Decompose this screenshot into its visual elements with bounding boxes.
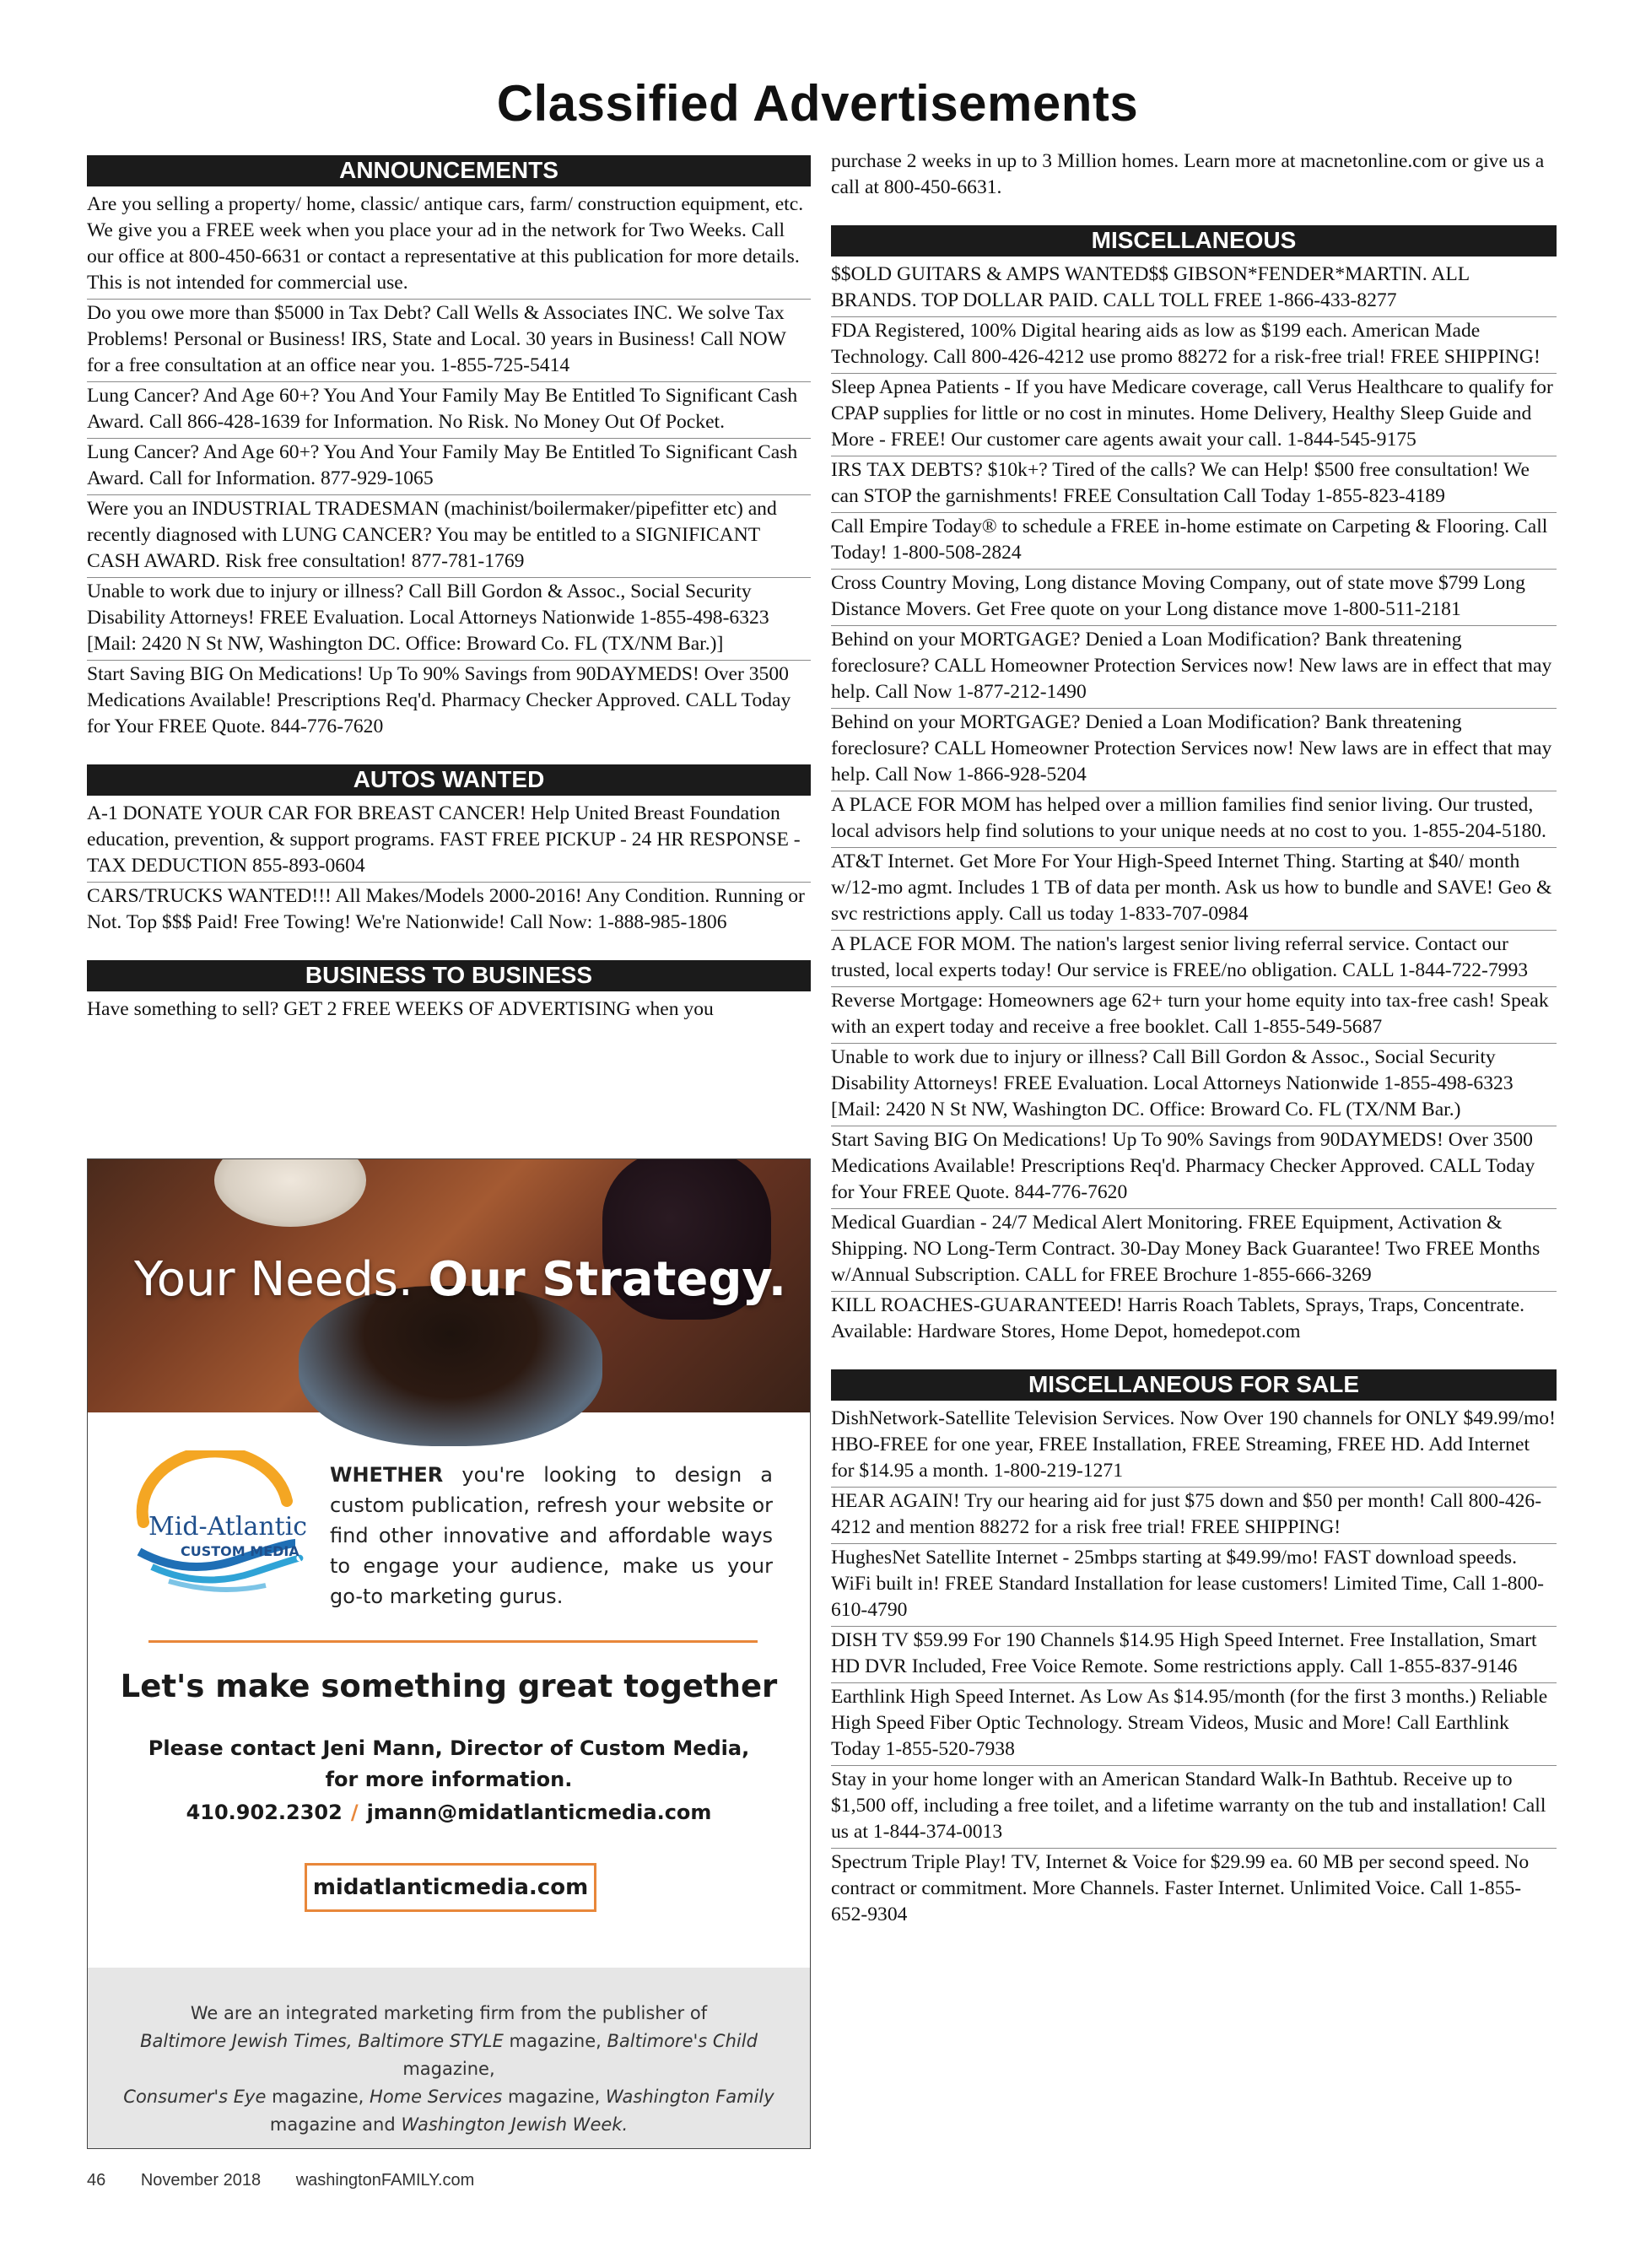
- promo-contact: [88, 1733, 810, 1796]
- footer-text: magazine and: [269, 2114, 402, 2135]
- classified-ad: Start Saving BIG On Medications! Up To 90% Savings from 90DAYMEDS! Over 3500 Medications Available! Prescriptions Req'd. Pharmacy Checker Approved. CALL Today for Your FREE Quote. 844-776-7620: [87, 663, 791, 737]
- classified-ad: Are you selling a property/ home, classic/ antique cars, farm/ construction equipment, etc. We give you a FREE week when you place your ad in the network for Two Weeks. Call our office at 800-450-6631 or contact a representative at this publication for more details. This is not intended for commercial use.: [87, 191, 811, 300]
- promo-footer-text: [105, 2000, 793, 2139]
- footer-text: magazine,: [402, 2059, 495, 2079]
- classified-ad: CARS/TRUCKS WANTED!!! All Makes/Models 2000-2016! Any Condition. Running or Not. Top $$$ Paid! Free Towing! We're Nationwide! Call Now: 1-888-985-1806: [87, 885, 805, 933]
- classified-ad: Lung Cancer? And Age 60+? You And Your Family May Be Entitled To Significant Cash Award. Call for Information. 877-929-1065: [87, 439, 811, 495]
- publication-name: Washington Jewish Week.: [401, 2114, 629, 2135]
- promo-body-lead: WHETHER: [330, 1463, 444, 1487]
- classified-ad: A PLACE FOR MOM. The nation's largest senior living referral service. Contact our trusted, local experts today! Our service is FREE/no obligation. CALL 1-844-722-7993: [831, 931, 1557, 987]
- publication-name: Baltimore Jewish Times,: [140, 2031, 353, 2051]
- classified-ad: $$OLD GUITARS & AMPS WANTED$$ GIBSON*FENDER*MARTIN. ALL BRANDS. TOP DOLLAR PAID. CALL TOLL FREE 1-866-433-8277: [831, 261, 1557, 317]
- promo-body: [330, 1460, 773, 1612]
- classified-ad: A PLACE FOR MOM has helped over a million families find senior living. Our trusted, local advisors help find solutions to your unique needs at no cost to you. 1-855-204-5180.: [831, 791, 1557, 848]
- headline-light: Your Needs.: [134, 1252, 413, 1307]
- right-column: [831, 148, 1557, 1930]
- classified-ad: IRS TAX DEBTS? $10k+? Tired of the calls? We can Help! $500 free consultation! We can STOP the garnishments! FREE Consultation Call Today 1-855-823-4189: [831, 456, 1557, 513]
- coffee-cup-graphic: [299, 1286, 602, 1446]
- footer-text: magazine,: [266, 2087, 370, 2107]
- contact-line: Please contact Jeni Mann, Director of Custom Media,: [148, 1736, 750, 1760]
- classified-ad: DishNetwork-Satellite Television Services. Now Over 190 channels for ONLY $49.99/mo! HBO-FREE for one year, FREE Installation, FREE Streaming, FREE HD. Add Internet for $14.95 a month. 1-800-219-1271: [831, 1405, 1557, 1488]
- phone-number[interactable]: 410.902.2302: [186, 1801, 343, 1824]
- promo-advertisement: [87, 1158, 811, 2149]
- publication-name: Baltimore's Child: [607, 2031, 758, 2051]
- classified-ad: KILL ROACHES-GUARANTEED! Harris Roach Tablets, Sprays, Traps, Concentrate. Available: Hardware Stores, Home Depot, homedepot.com: [831, 1294, 1525, 1342]
- promo-tagline: Let's make something great together: [120, 1668, 778, 1704]
- classified-ad: Unable to work due to injury or illness? Call Bill Gordon & Assoc., Social Security Disability Attorneys! FREE Evaluation. Local Attorneys Nationwide 1-855-498-6323 [Mail: 2420 N St NW, Washington DC. Office: Broward Co. FL (TX/NM Bar.)]: [87, 578, 811, 661]
- classified-ad: A-1 DONATE YOUR CAR FOR BREAST CANCER! Help United Breast Foundation education, prevention, & support programs. FAST FREE PICKUP - 24 HR RESPONSE - TAX DEDUCTION 855-893-0604: [87, 800, 811, 883]
- page-title: Classified Advertisements: [496, 75, 1139, 132]
- section-header-announcements: ANNOUNCEMENTS: [87, 155, 811, 186]
- publication-name: Washington Family: [605, 2087, 774, 2107]
- promo-phone-email: [88, 1801, 810, 1824]
- publication-name: Consumer's Eye: [123, 2087, 267, 2107]
- classified-ad: Cross Country Moving, Long distance Moving Company, out of state move $799 Long Distance Movers. Get Free quote on your Long distance move 1-800-511-2181: [831, 570, 1557, 626]
- classified-ad: Spectrum Triple Play! TV, Internet & Voice for $29.99 ea. 60 MB per second speed. No contract or commitment. More Channels. Faster Internet. Unlimited Voice. Call 1-855-652-9304: [831, 1851, 1530, 1925]
- classified-ad: Lung Cancer? And Age 60+? You And Your Family May Be Entitled To Significant Cash Award. Call 866-428-1639 for Information. No Risk. No Money Out Of Pocket.: [87, 382, 811, 439]
- classified-ad: HEAR AGAIN! Try our hearing aid for just $75 down and $50 per month! Call 800-426-4212 and mention 88272 for a risk free trial! FREE SHIPPING!: [831, 1488, 1557, 1544]
- footer-text: magazine,: [502, 2087, 606, 2107]
- promo-body-text: you're looking to design a custom publication, refresh your website or find other innovative and affordable ways to engage your audience, make us your go-to marketing gurus.: [330, 1463, 773, 1608]
- classified-ad-b2b-continued: purchase 2 weeks in up to 3 Million homes. Learn more at macnetonline.com or give us a call at 800-450-6631.: [831, 150, 1545, 198]
- footer-line: [105, 2111, 793, 2139]
- section-header-business-to-business: BUSINESS TO BUSINESS: [87, 960, 811, 991]
- promo-footer: [88, 1968, 810, 2148]
- classified-ad: HughesNet Satellite Internet - 25mbps starting at $49.99/mo! FAST download speeds. WiFi built in! FREE Standard Installation for lease customers! Limited Time, Call 1-800-610-4790: [831, 1544, 1557, 1627]
- section-header-misc-for-sale: MISCELLANEOUS FOR SALE: [831, 1369, 1557, 1401]
- classified-ad: DISH TV $59.99 For 190 Channels $14.95 High Speed Internet. Free Installation, Smart HD DVR Included, Free Voice Remote. Some restrictions apply. Call 1-855-837-9146: [831, 1627, 1557, 1683]
- classified-ad: Medical Guardian - 24/7 Medical Alert Monitoring. FREE Equipment, Activation & Shipping. NO Long-Term Contract. 30-Day Money Back Guarantee! Two FREE Months w/Annual Subscription. CALL for FREE Brochure 1-855-666-3269: [831, 1209, 1557, 1292]
- website-link[interactable]: midatlanticmedia.com: [305, 1863, 596, 1912]
- classified-ad: FDA Registered, 100% Digital hearing aids as low as $199 each. American Made Technology. Call 800-426-4212 use promo 88272 for a risk-free trial! FREE SHIPPING!: [831, 317, 1557, 374]
- footer-line: [105, 2083, 793, 2111]
- coffee-photo: [88, 1159, 810, 1412]
- classified-ad: Were you an INDUSTRIAL TRADESMAN (machinist/boilermaker/pipefitter etc) and recently diagnosed with LUNG CANCER? You may be entitled to a SIGNIFICANT CASH AWARD. Risk free consultation! 877-781-1769: [87, 495, 811, 578]
- classified-ad: Behind on your MORTGAGE? Denied a Loan Modification? Bank threatening foreclosure? CALL Homeowner Protection Services now! New laws are in effect that may help. Call Now 1-877-212-1490: [831, 626, 1557, 709]
- issue-date: November 2018: [140, 2171, 262, 2190]
- divider: [148, 1640, 758, 1643]
- footer-intro: We are an integrated marketing firm from the publisher of: [190, 2003, 708, 2023]
- logo-subtitle: CUSTOM MEDIA: [181, 1543, 299, 1559]
- email-link[interactable]: jmann@midatlanticmedia.com: [366, 1801, 712, 1824]
- section-header-autos-wanted: AUTOS WANTED: [87, 764, 811, 796]
- headline-bold: Our Strategy.: [428, 1252, 787, 1307]
- footer-line: [105, 2028, 793, 2083]
- classified-ad: Behind on your MORTGAGE? Denied a Loan Modification? Bank threatening foreclosure? CALL Homeowner Protection Services now! New laws are in effect that may help. Call Now 1-866-928-5204: [831, 709, 1557, 791]
- classified-ad: Do you owe more than $5000 in Tax Debt? Call Wells & Associates INC. We solve Tax Problems! Personal or Business! IRS, State and Local. 30 years in Business! Call NOW for a free consultation at an office near you. 1-855-725-5414: [87, 300, 811, 382]
- separator: /: [350, 1801, 359, 1824]
- classified-ad: Reverse Mortgage: Homeowners age 62+ turn your home equity into tax-free cash! Speak with an expert today and receive a free booklet. Call 1-855-549-5687: [831, 987, 1557, 1044]
- publication-name: Home Services: [370, 2087, 503, 2107]
- promo-headline: [134, 1252, 786, 1307]
- classified-ad-b2b-start: Have something to sell? GET 2 FREE WEEKS OF ADVERTISING when you: [87, 998, 714, 1020]
- classified-ad: Sleep Apnea Patients - If you have Medicare coverage, call Verus Healthcare to qualify for CPAP supplies for little or no cost in minutes. Home Delivery, Healthy Sleep Guide and More - FREE! Our customer care agents await your call. 1-844-545-9175: [831, 374, 1557, 456]
- publication-name: Baltimore STYLE: [358, 2031, 504, 2051]
- footer-text: magazine,: [503, 2031, 607, 2051]
- page-footer: [87, 2171, 505, 2190]
- logo-wordmark: Mid-Atlantic: [148, 1512, 308, 1542]
- classified-ad: Earthlink High Speed Internet. As Low As $14.95/month (for the first 3 months.) Reliable High Speed Fiber Optic Technology. Stream Videos, Music and More! Call Earthlink Today 1-855-520-7938: [831, 1683, 1557, 1766]
- plate-graphic: [214, 1158, 366, 1227]
- classified-ad: Call Empire Today® to schedule a FREE in-home estimate on Carpeting & Flooring. Call Today! 1-800-508-2824: [831, 513, 1557, 570]
- classified-ad: AT&T Internet. Get More For Your High-Speed Internet Thing. Starting at $40/ month w/12-mo agmt. Includes 1 TB of data per month. Ask us how to bundle and SAVE! Geo & svc restrictions apply. Call us today 1-833-707-0984: [831, 848, 1557, 931]
- classified-ad: Stay in your home longer with an American Standard Walk-In Bathtub. Receive up to $1,500 off, including a free toilet, and a lifetime warranty on the tub and installation! Call us at 1-844-374-0013: [831, 1766, 1557, 1849]
- page-number: 46: [87, 2171, 106, 2190]
- classified-ad: Start Saving BIG On Medications! Up To 90% Savings from 90DAYMEDS! Over 3500 Medications Available! Prescriptions Req'd. Pharmacy Checker Approved. CALL Today for Your FREE Quote. 844-776-7620: [831, 1126, 1557, 1209]
- section-header-miscellaneous: MISCELLANEOUS: [831, 225, 1557, 256]
- site-name: washingtonFAMILY.com: [295, 2171, 475, 2190]
- left-column: [87, 155, 811, 1025]
- contact-line: for more information.: [325, 1768, 573, 1791]
- classified-ad: Unable to work due to injury or illness? Call Bill Gordon & Assoc., Social Security Disability Attorneys! FREE Evaluation. Local Attorneys Nationwide 1-855-498-6323 [Mail: 2420 N St NW, Washington DC. Office: Broward Co. FL (TX/NM Bar.): [831, 1044, 1557, 1126]
